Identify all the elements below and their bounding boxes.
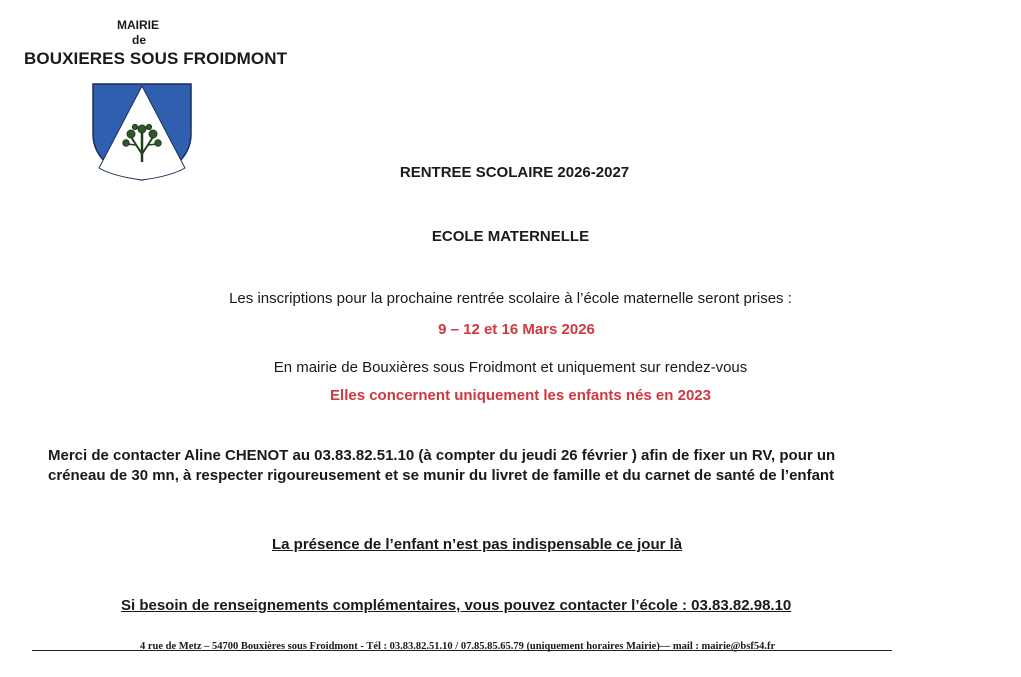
school-contact-note: Si besoin de renseignements complémentaires, vous pouvez contacter l’école : 03.83.82.98.10: [121, 597, 792, 614]
appointment-text: En mairie de Bouxières sous Froidmont et uniquement sur rendez-vous: [273, 359, 748, 376]
town-name: BOUXIERES SOUS FROIDMONT: [24, 49, 288, 68]
contact-line-2: créneau de 30 mn, à respecter rigoureusement et se munir du livret de famille et du carnet de santé de l’enfant: [48, 467, 835, 484]
presence-note: La présence de l’enfant n’est pas indispensable ce jour là: [272, 536, 683, 553]
eligibility-text: Elles concernent uniquement les enfants nés en 2023: [330, 387, 711, 404]
page-title: RENTREE SCOLAIRE 2026-2027: [399, 164, 630, 181]
inscriptions-text: Les inscriptions pour la prochaine rentrée scolaire à l’école maternelle seront prises :: [229, 290, 792, 307]
footer-address: 4 rue de Metz – 54700 Bouxières sous Froidmont - Tél : 03.83.82.51.10 / 07.85.85.65.79 (uniquement horaires Mairie)— mail : mairie@bsf54.fr: [140, 641, 776, 652]
school-name: ECOLE MATERNELLE: [431, 228, 590, 245]
de-label: de: [132, 33, 147, 47]
mairie-label: MAIRIE: [117, 18, 159, 32]
contact-line-1: Merci de contacter Aline CHENOT au 03.83.82.51.10 (à compter du jeudi 26 février ) afin de fixer un RV, pour un: [48, 447, 836, 464]
registration-dates: 9 – 12 et 16 Mars 2026: [438, 321, 595, 338]
contact-paragraph: [48, 446, 978, 486]
